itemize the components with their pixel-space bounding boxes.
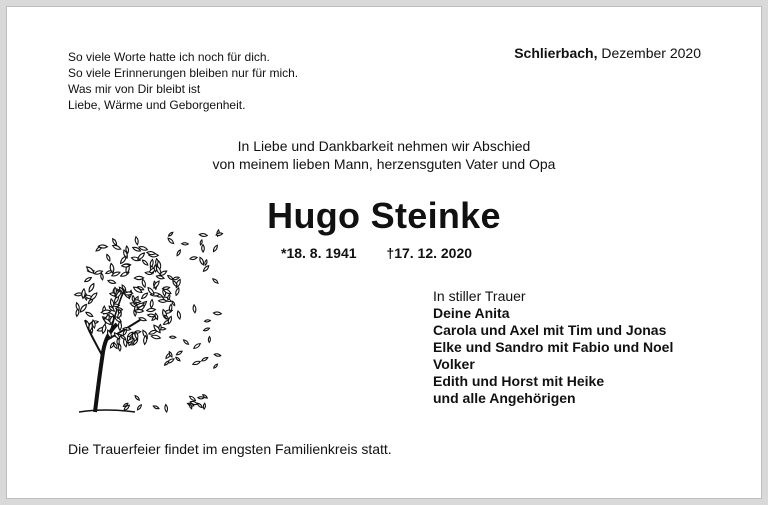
mourner-name: Elke und Sandro mit Fabio und Noel [433,339,674,355]
leaf-shape [137,252,146,261]
birth-date: *18. 8. 1941 [281,245,357,261]
mourner-name: Volker [433,356,475,372]
leaf-shape [213,312,221,316]
leaf-shape [167,237,175,244]
leaf-shape [100,273,103,280]
mourners-lead: In stiller Trauer [433,288,526,304]
obituary-notice [6,6,762,499]
leaf-shape [202,244,205,252]
place: Schlierbach, [514,45,598,61]
leaf-shape [101,324,106,334]
intro-line: In Liebe und Dankbarkeit nehmen wir Abschied [237,138,531,154]
leaf-shape [135,236,139,244]
leaf-shape [177,311,182,320]
leaf-shape [85,311,93,318]
leaf-shape [150,259,154,267]
leaf-shape [204,260,207,266]
leaf-shape [190,256,198,260]
leaf-shape [153,405,160,410]
leaf-shape [172,276,179,280]
leaf-shape [203,403,206,409]
leaf-shape [84,276,92,282]
leaf-shape [164,315,169,320]
leaf-shape [197,402,203,408]
mourners [433,288,673,407]
leaf-shape [193,305,197,313]
leaf-shape [204,320,210,323]
intro-line: von meinem lieben Mann, herzensguten Vater und Opa [212,156,556,172]
leaf-shape [112,238,118,246]
leaf-shape [105,270,112,275]
leaf-shape [88,283,96,293]
life-dates [281,245,472,261]
leaf-shape [169,336,175,339]
leaf-shape [108,279,117,284]
leaf-shape [118,321,121,330]
leaf-shape [158,299,167,302]
leaf-shape [175,287,180,295]
leaf-shape [132,295,135,302]
leaf-shape [118,344,121,351]
intro-text [7,137,761,173]
mourner-name: und alle Angehörigen [433,390,576,406]
funeral-note: Die Trauerfeier findet im engsten Familienkreis statt. [68,441,392,457]
leaf-shape [141,279,146,288]
leaf-shape [176,249,181,256]
leaf-shape [117,311,123,319]
leaf-shape [147,251,156,255]
leaf-shape [168,232,174,237]
leaf-shape [150,299,154,308]
leaf-shape [162,286,170,290]
mourner-name: Deine Anita [433,305,510,321]
leaf-shape [213,363,218,368]
leaf-shape [164,404,168,412]
poem-line: Liebe, Wärme und Geborgenheit. [68,98,246,112]
poem-line: So viele Erinnerungen bleiben nur für mich. [68,66,299,80]
poem [68,49,298,113]
leaf-shape [214,353,221,357]
leaf-shape [175,357,180,362]
leaf-shape [134,395,140,401]
leaf-shape [146,308,155,312]
tree-blowing-leaves-icon [65,222,225,417]
date: Dezember 2020 [597,45,701,61]
leaf-shape [137,404,143,411]
leaf-shape [202,265,209,273]
leaf-shape [119,255,127,264]
place-date [514,45,701,61]
leaf-shape [114,287,117,294]
leaf-shape [212,278,219,284]
leaf-shape [193,342,201,349]
poem-line: Was mir von Dir bleibt ist [68,82,201,96]
leaf-shape [212,245,218,253]
leaf-shape [135,309,144,312]
leaf-shape [208,336,210,342]
leaf-shape [142,259,149,266]
leaf-shape [106,254,111,262]
leaf-shape [147,314,155,318]
poem-line: So viele Worte hatte ich noch für dich. [68,50,270,64]
leaf-shape [143,335,147,344]
leaf-shape [75,302,80,311]
leaf-shape [199,233,207,237]
leaf-shape [199,257,205,266]
leaf-shape [200,240,203,246]
leaf-shape [182,243,189,246]
mourner-name: Carola und Axel mit Tim und Jonas [433,322,667,338]
leaf-shape [151,334,161,339]
mourner-name: Edith und Horst mit Heike [433,373,605,389]
leaf-shape [192,360,200,365]
leaf-shape [183,339,190,345]
leaf-shape [189,395,196,401]
leaf-shape [198,397,204,399]
leaf-shape [203,327,210,331]
leaf-shape [79,303,88,313]
leaf-shape [176,350,183,356]
leaf-shape [141,292,149,300]
deceased-name: Hugo Steinke [267,195,501,236]
death-date: †17. 12. 2020 [386,245,473,261]
leaf-shape [201,357,208,362]
